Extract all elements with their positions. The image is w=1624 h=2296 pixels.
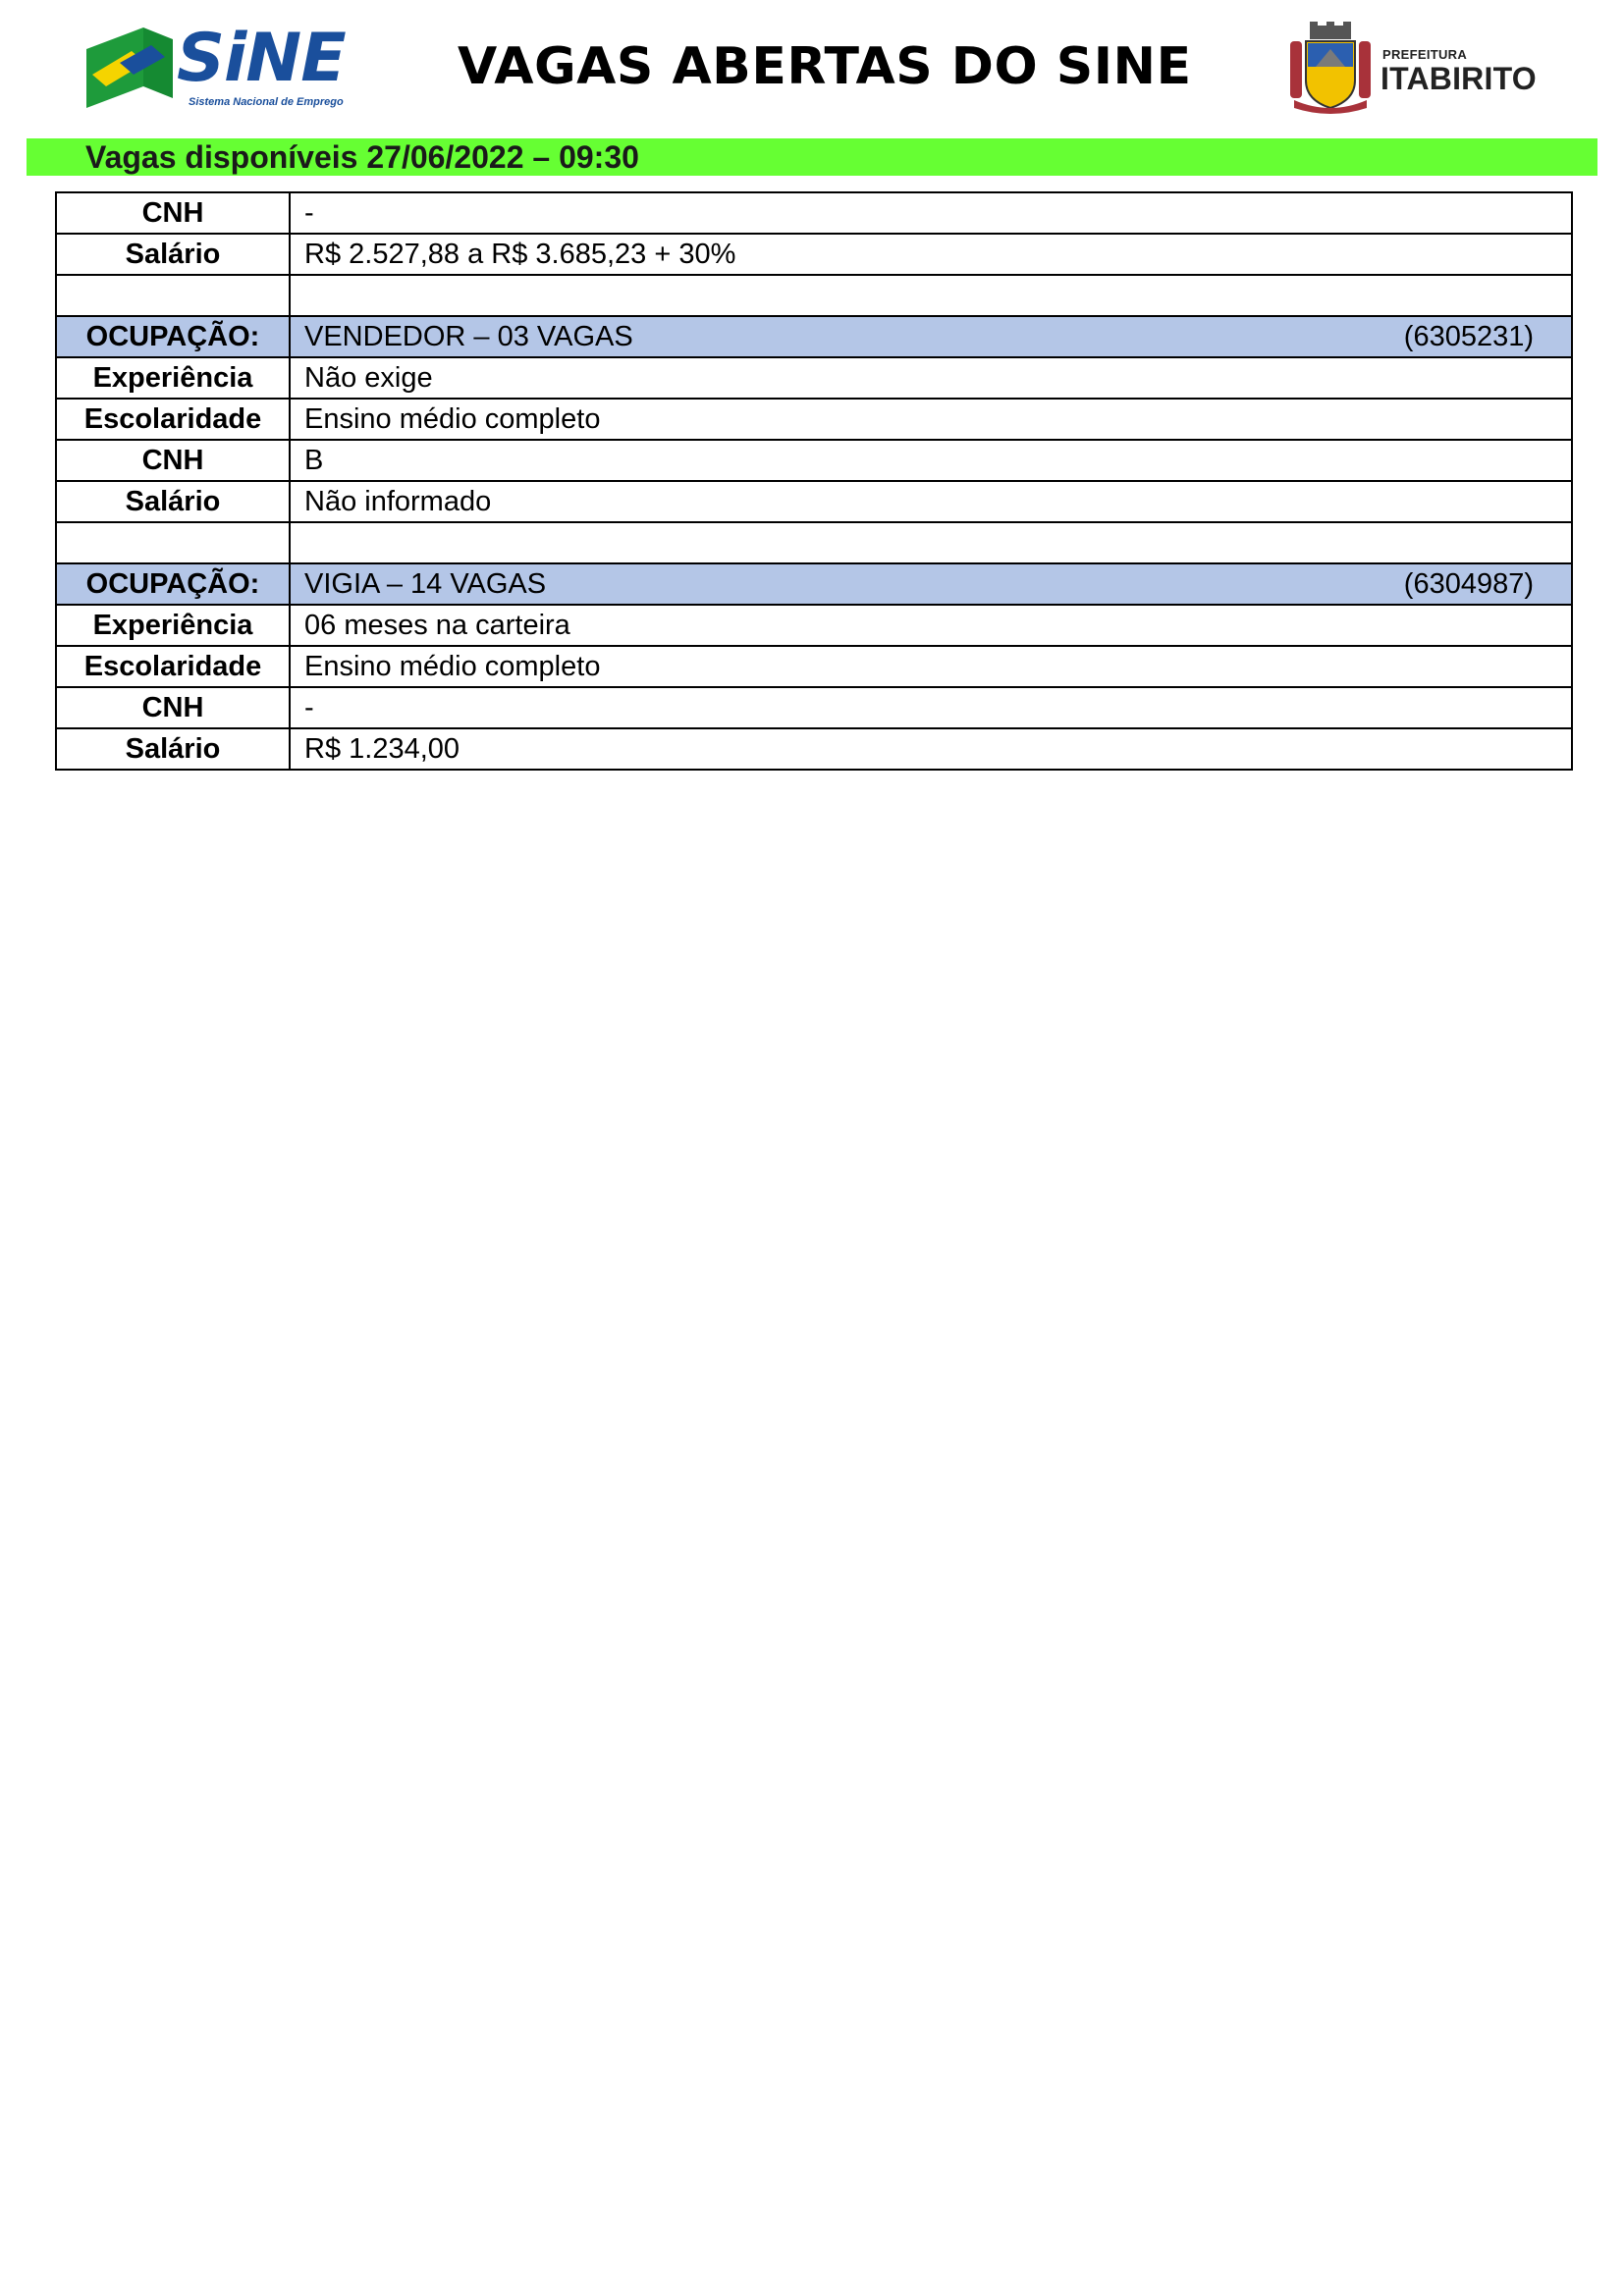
table-row: [56, 357, 1572, 399]
field-label: Escolaridade: [56, 646, 290, 687]
table-row: [56, 646, 1572, 687]
page-header: [0, 0, 1624, 137]
field-value: R$ 2.527,88 a R$ 3.685,23 + 30%: [290, 234, 1572, 275]
occupation-cell: [290, 563, 1572, 605]
field-value: Ensino médio completo: [290, 399, 1572, 440]
date-banner-text: Vagas disponíveis 27/06/2022 – 09:30: [85, 139, 639, 175]
table-row: [56, 481, 1572, 522]
occupation-title: VIGIA – 14 VAGAS: [304, 568, 547, 600]
field-value: -: [290, 687, 1572, 728]
sine-flag-icon: [86, 27, 173, 108]
table-row: [56, 687, 1572, 728]
coat-of-arms-icon: [1286, 22, 1375, 116]
table-row: [56, 605, 1572, 646]
prefeitura-label: PREFEITURA: [1382, 47, 1468, 62]
field-label: Salário: [56, 234, 290, 275]
spacer-row: [56, 522, 1572, 563]
prefeitura-city-name: ITABIRITO: [1380, 61, 1537, 96]
field-value: B: [290, 440, 1572, 481]
job-listing-body: [56, 192, 1572, 770]
sine-logo: [86, 20, 361, 114]
table-row: [56, 234, 1572, 275]
field-label: CNH: [56, 440, 290, 481]
sine-logo-word: SiNE: [177, 20, 346, 97]
field-label: Salário: [56, 481, 290, 522]
field-value: [290, 275, 1572, 316]
table-row: [56, 399, 1572, 440]
field-value: Ensino médio completo: [290, 646, 1572, 687]
prefeitura-logo: [1286, 22, 1542, 116]
table-row: [56, 192, 1572, 234]
page-title: VAGAS ABERTAS DO SINE: [458, 37, 1192, 96]
occupation-cell: [290, 316, 1572, 357]
field-value: -: [290, 192, 1572, 234]
field-value: R$ 1.234,00: [290, 728, 1572, 770]
occupation-row: [56, 316, 1572, 357]
field-label: [56, 522, 290, 563]
field-label: OCUPAÇÃO:: [56, 563, 290, 605]
table-row: [56, 728, 1572, 770]
field-label: Escolaridade: [56, 399, 290, 440]
field-label: CNH: [56, 192, 290, 234]
spacer-row: [56, 275, 1572, 316]
date-banner: [27, 138, 1597, 176]
field-label: Experiência: [56, 605, 290, 646]
job-listing-table: [55, 191, 1573, 771]
sine-logo-subtitle: Sistema Nacional de Emprego: [189, 96, 344, 108]
field-value: Não exige: [290, 357, 1572, 399]
field-label: OCUPAÇÃO:: [56, 316, 290, 357]
occupation-title: VENDEDOR – 03 VAGAS: [304, 321, 633, 352]
field-label: Salário: [56, 728, 290, 770]
field-value: 06 meses na carteira: [290, 605, 1572, 646]
field-value: Não informado: [290, 481, 1572, 522]
occupation-code: (6304987): [1403, 568, 1534, 600]
field-label: CNH: [56, 687, 290, 728]
field-label: Experiência: [56, 357, 290, 399]
occupation-code: (6305231): [1403, 321, 1534, 352]
field-value: [290, 522, 1572, 563]
field-label: [56, 275, 290, 316]
table-row: [56, 440, 1572, 481]
occupation-row: [56, 563, 1572, 605]
